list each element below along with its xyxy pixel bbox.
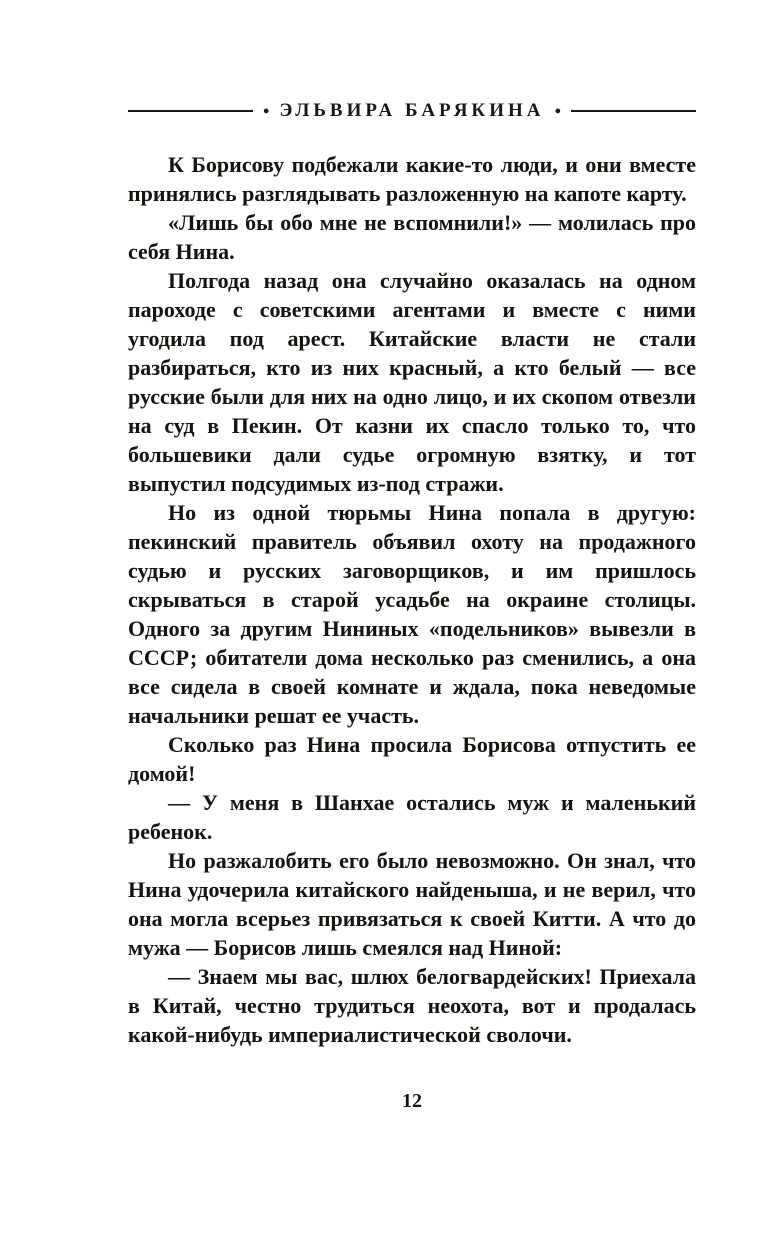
header-rule-right (571, 110, 696, 112)
paragraph: — У меня в Шанхае остались муж и маленький ребенок. (128, 790, 696, 844)
bullet-ornament-right-icon: ● (554, 104, 562, 117)
paragraph: К Борисову подбежали какие-то люди, и они вместе принялись разглядывать разложенную на капоте карту. (128, 152, 696, 206)
paragraph: — Знаем мы вас, шлюх белогвардейских! Приехала в Китай, честно трудиться неохота, вот и продалась какой-нибудь империалистической сволочи. (128, 964, 696, 1047)
page-header (128, 98, 696, 124)
page-number: 12 (402, 1090, 422, 1112)
paragraph: Но из одной тюрьмы Нина попала в другую: пекинский правитель объявил охоту на продажного судью и русских заговорщиков, и им пришлось скрываться в старой усадьбе на окраине столицы. Одного за другим Нининых «подельников» вывезли в СССР; обитатели дома несколько раз сменились, а она все сидела в своей комнате и ждала, пока неведомые начальники решат ее участь. (128, 500, 696, 728)
bullet-ornament-left-icon: ● (262, 104, 270, 117)
body-text (128, 150, 696, 1049)
author-name: ЭЛЬВИРА БАРЯКИНА (279, 100, 545, 121)
paragraph: Полгода назад она случайно оказалась на одном пароходе с советскими агентами и вместе с ними угодила под арест. Китайские власти не стали разбираться, кто из них красный, а кто белый — все русские были для них на одно лицо, и их скопом отвезли на суд в Пекин. От казни их спасло только то, что большевики дали судье огромную взятку, и тот выпустил подсудимых из-под стражи. (128, 268, 696, 496)
header-rule-left (128, 110, 253, 112)
paragraph: Сколько раз Нина просила Борисова отпустить ее домой! (128, 732, 696, 786)
paragraph: Но разжалобить его было невозможно. Он знал, что Нина удочерила китайского найденыша, и не верил, что она могла всерьез привязаться к своей Китти. А что до мужа — Борисов лишь смеялся над Ниной: (128, 848, 696, 960)
paragraph: «Лишь бы обо мне не вспомнили!» — молилась про себя Нина. (128, 210, 696, 264)
